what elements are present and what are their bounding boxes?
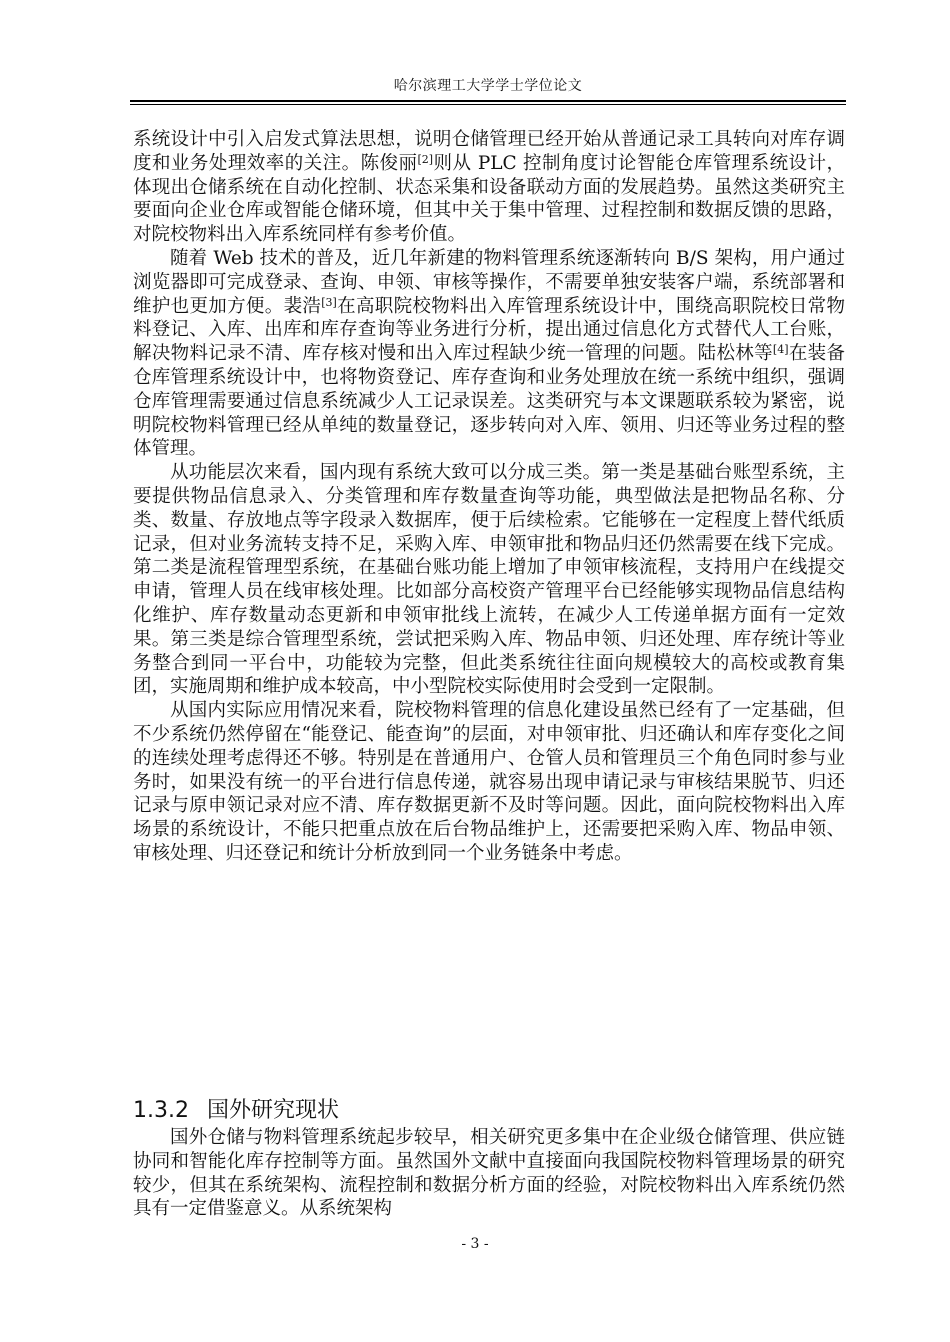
paragraph-2 — [133, 247, 845, 461]
section-title: 国外研究现状 — [206, 1098, 339, 1124]
header-rule-thin — [130, 104, 846, 105]
body-text-upper — [133, 128, 845, 866]
paragraph-text: 从国内实际应用情况来看，院校物料管理的信息化建设虽然已经有了一定基础，但不少系统仍然停留在“能登记、能查询”的层面，对申领审批、归还确认和库存变化之间的连续处理考虑得还不够。特别是在普通用户、仓管人员和管理员三个角色同时参与业务时，如果没有统一的平台进行信息传递，就容易出现申请记录与审核结果脱节、归还记录与原申领记录对应不清、库存数据更新不及时等问题。因此，面向院校物料出入库场景的系统设计，不能只把重点放在后台物品维护上，还需要把采购入库、物品申领、审核处理、归还登记和统计分析放到同一个业务链条中考虑。 — [133, 700, 845, 864]
paragraph-1 — [133, 128, 845, 247]
section-heading — [133, 1096, 339, 1126]
body-text-lower — [133, 1126, 845, 1221]
header-rule-thick — [130, 100, 846, 102]
citation-ref: [4] — [772, 343, 789, 357]
paragraph-text: 在装备仓库管理系统设计中，也将物资登记、库存查询和业务处理放在统一系统中组织，强调仓库管理需要通过信息系统减少人工记录误差。这类研究与本文课题联系较为紧密，说明院校物料管理已经从单纯的数量登记，逐步转向对入库、领用、归还等业务过程的整体管理。 — [133, 343, 845, 460]
citation-ref: [3] — [321, 295, 337, 309]
paragraph-text: 则从 PLC 控制角度讨论智能仓库管理系统设计，体现出仓储系统在自动化控制、状态采集和设备联动方面的发展趋势。虽然这类研究主要面向企业仓库或智能仓储环境，但其中关于集中管理、过程控制和数据反馈的思路，对院校物料出入库系统同样有参考价值。 — [133, 152, 845, 246]
paragraph-text: 从功能层次来看，国内现有系统大致可以分成三类。第一类是基础台账型系统，主要提供物品信息录入、分类管理和库存数量查询等功能，典型做法是把物品名称、分类、数量、存放地点等字段录入数据库，便于后续检索。它能够在一定程度上替代纸质记录，但对业务流转支持不足，采购入库、申领审批和物品归还仍然需要在线下完成。第二类是流程管理型系统，在基础台账功能上增加了申领审核流程，支持用户在线提交申请，管理人员在线审核处理。比如部分高校资产管理平台已经能够实现物品信息结构化维护、库存数量动态更新和申领审批线上流转，在减少人工传递单据方面有一定效果。第三类是综合管理型系统，尝试把采购入库、物品申领、归还处理、库存统计等业务整合到同一平台中，功能较为完整，但此类系统往往面向规模较大的高校或教育集团，实施周期和维护成本较高，中小型院校实际使用时会受到一定限制。 — [133, 462, 845, 698]
paragraph-5 — [133, 1126, 845, 1221]
paragraph-text: 随着 Web 技术的普及，近几年新建的物料管理系统逐渐转向 B/S 架构，用户通过浏览器即可完成登录、查询、申领、审核等操作，不需要单独安装客户端，系统部署和维护也更加方便。裴浩 — [133, 247, 845, 317]
paragraph-text: 在高职院校物料出入库管理系统设计中，围绕高职院校日常物料登记、入库、出库和库存查询等业务进行分析，提出通过信息化方式替代人工台账，解决物料记录不清、库存核对慢和出入库过程缺少统一管理的问题。陆松林等 — [133, 295, 845, 365]
section-number: 1.3.2 — [133, 1098, 189, 1124]
paragraph-3 — [133, 461, 845, 699]
paragraph-4 — [133, 699, 845, 866]
paragraph-text: 国外仓储与物料管理系统起步较早，相关研究更多集中在企业级仓储管理、供应链协同和智能化库存控制等方面。虽然国外文献中直接面向我国院校物料管理场景的研究较少，但其在系统架构、流程控制和数据分析方面的经验，对院校物料出入库系统仍然具有一定借鉴意义。从系统架构 — [133, 1127, 845, 1220]
citation-ref: [2] — [417, 152, 434, 166]
header-title: 哈尔滨理工大学学士学位论文 — [393, 78, 583, 94]
paragraph-text: 系统设计中引入启发式算法思想，说明仓储管理已经开始从普通记录工具转向对库存调度和业务处理效率的关注。陈俊丽 — [133, 129, 845, 174]
page-number: - 3 - — [461, 1236, 489, 1252]
